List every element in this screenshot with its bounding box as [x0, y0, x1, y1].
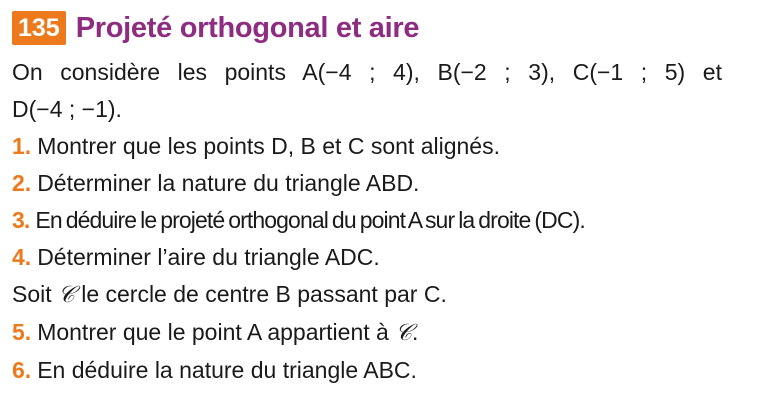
question-number: 1.	[12, 133, 32, 159]
question-text: Déterminer l’aire du triangle ADC.	[37, 244, 380, 270]
intro-line-2: D(−4 ; −1).	[12, 96, 122, 122]
circle-statement	[12, 276, 752, 314]
question-3	[12, 202, 752, 239]
question-1	[12, 128, 752, 165]
circle-symbol: 𝒞	[58, 282, 75, 308]
question-text: Montrer que les points D, B et C sont alignés.	[37, 133, 500, 159]
question-4	[12, 239, 752, 276]
question-text: En déduire le projeté orthogonal du point A sur la droite (DC).	[35, 207, 585, 233]
question-2	[12, 165, 752, 202]
question-5	[12, 314, 752, 352]
circle-statement-after: le cercle de centre B passant par C.	[81, 281, 447, 307]
question-number: 2.	[12, 170, 32, 196]
exercise-number-badge: 135	[12, 11, 66, 45]
question-number: 3.	[12, 207, 30, 233]
question-number: 5.	[12, 319, 32, 345]
circle-statement-before: Soit	[12, 281, 52, 307]
question-text: En déduire la nature du triangle ABC.	[37, 357, 417, 383]
exercise-title: Projeté orthogonal et aire	[75, 11, 420, 44]
question-text: Déterminer la nature du triangle ABD.	[37, 170, 420, 196]
question-text: Montrer que le point A appartient à	[37, 319, 389, 345]
exercise-header	[12, 8, 752, 48]
exercise-block	[12, 8, 752, 389]
intro-line-1: On considère les points A(−4 ; 4), B(−2 ; 3), C(−1 ; 5) et	[12, 59, 722, 85]
circle-symbol: 𝒞	[395, 320, 412, 346]
question-number: 4.	[12, 244, 32, 270]
question-number: 6.	[12, 357, 32, 383]
question-6	[12, 352, 752, 389]
question-text-end: .	[412, 319, 419, 345]
